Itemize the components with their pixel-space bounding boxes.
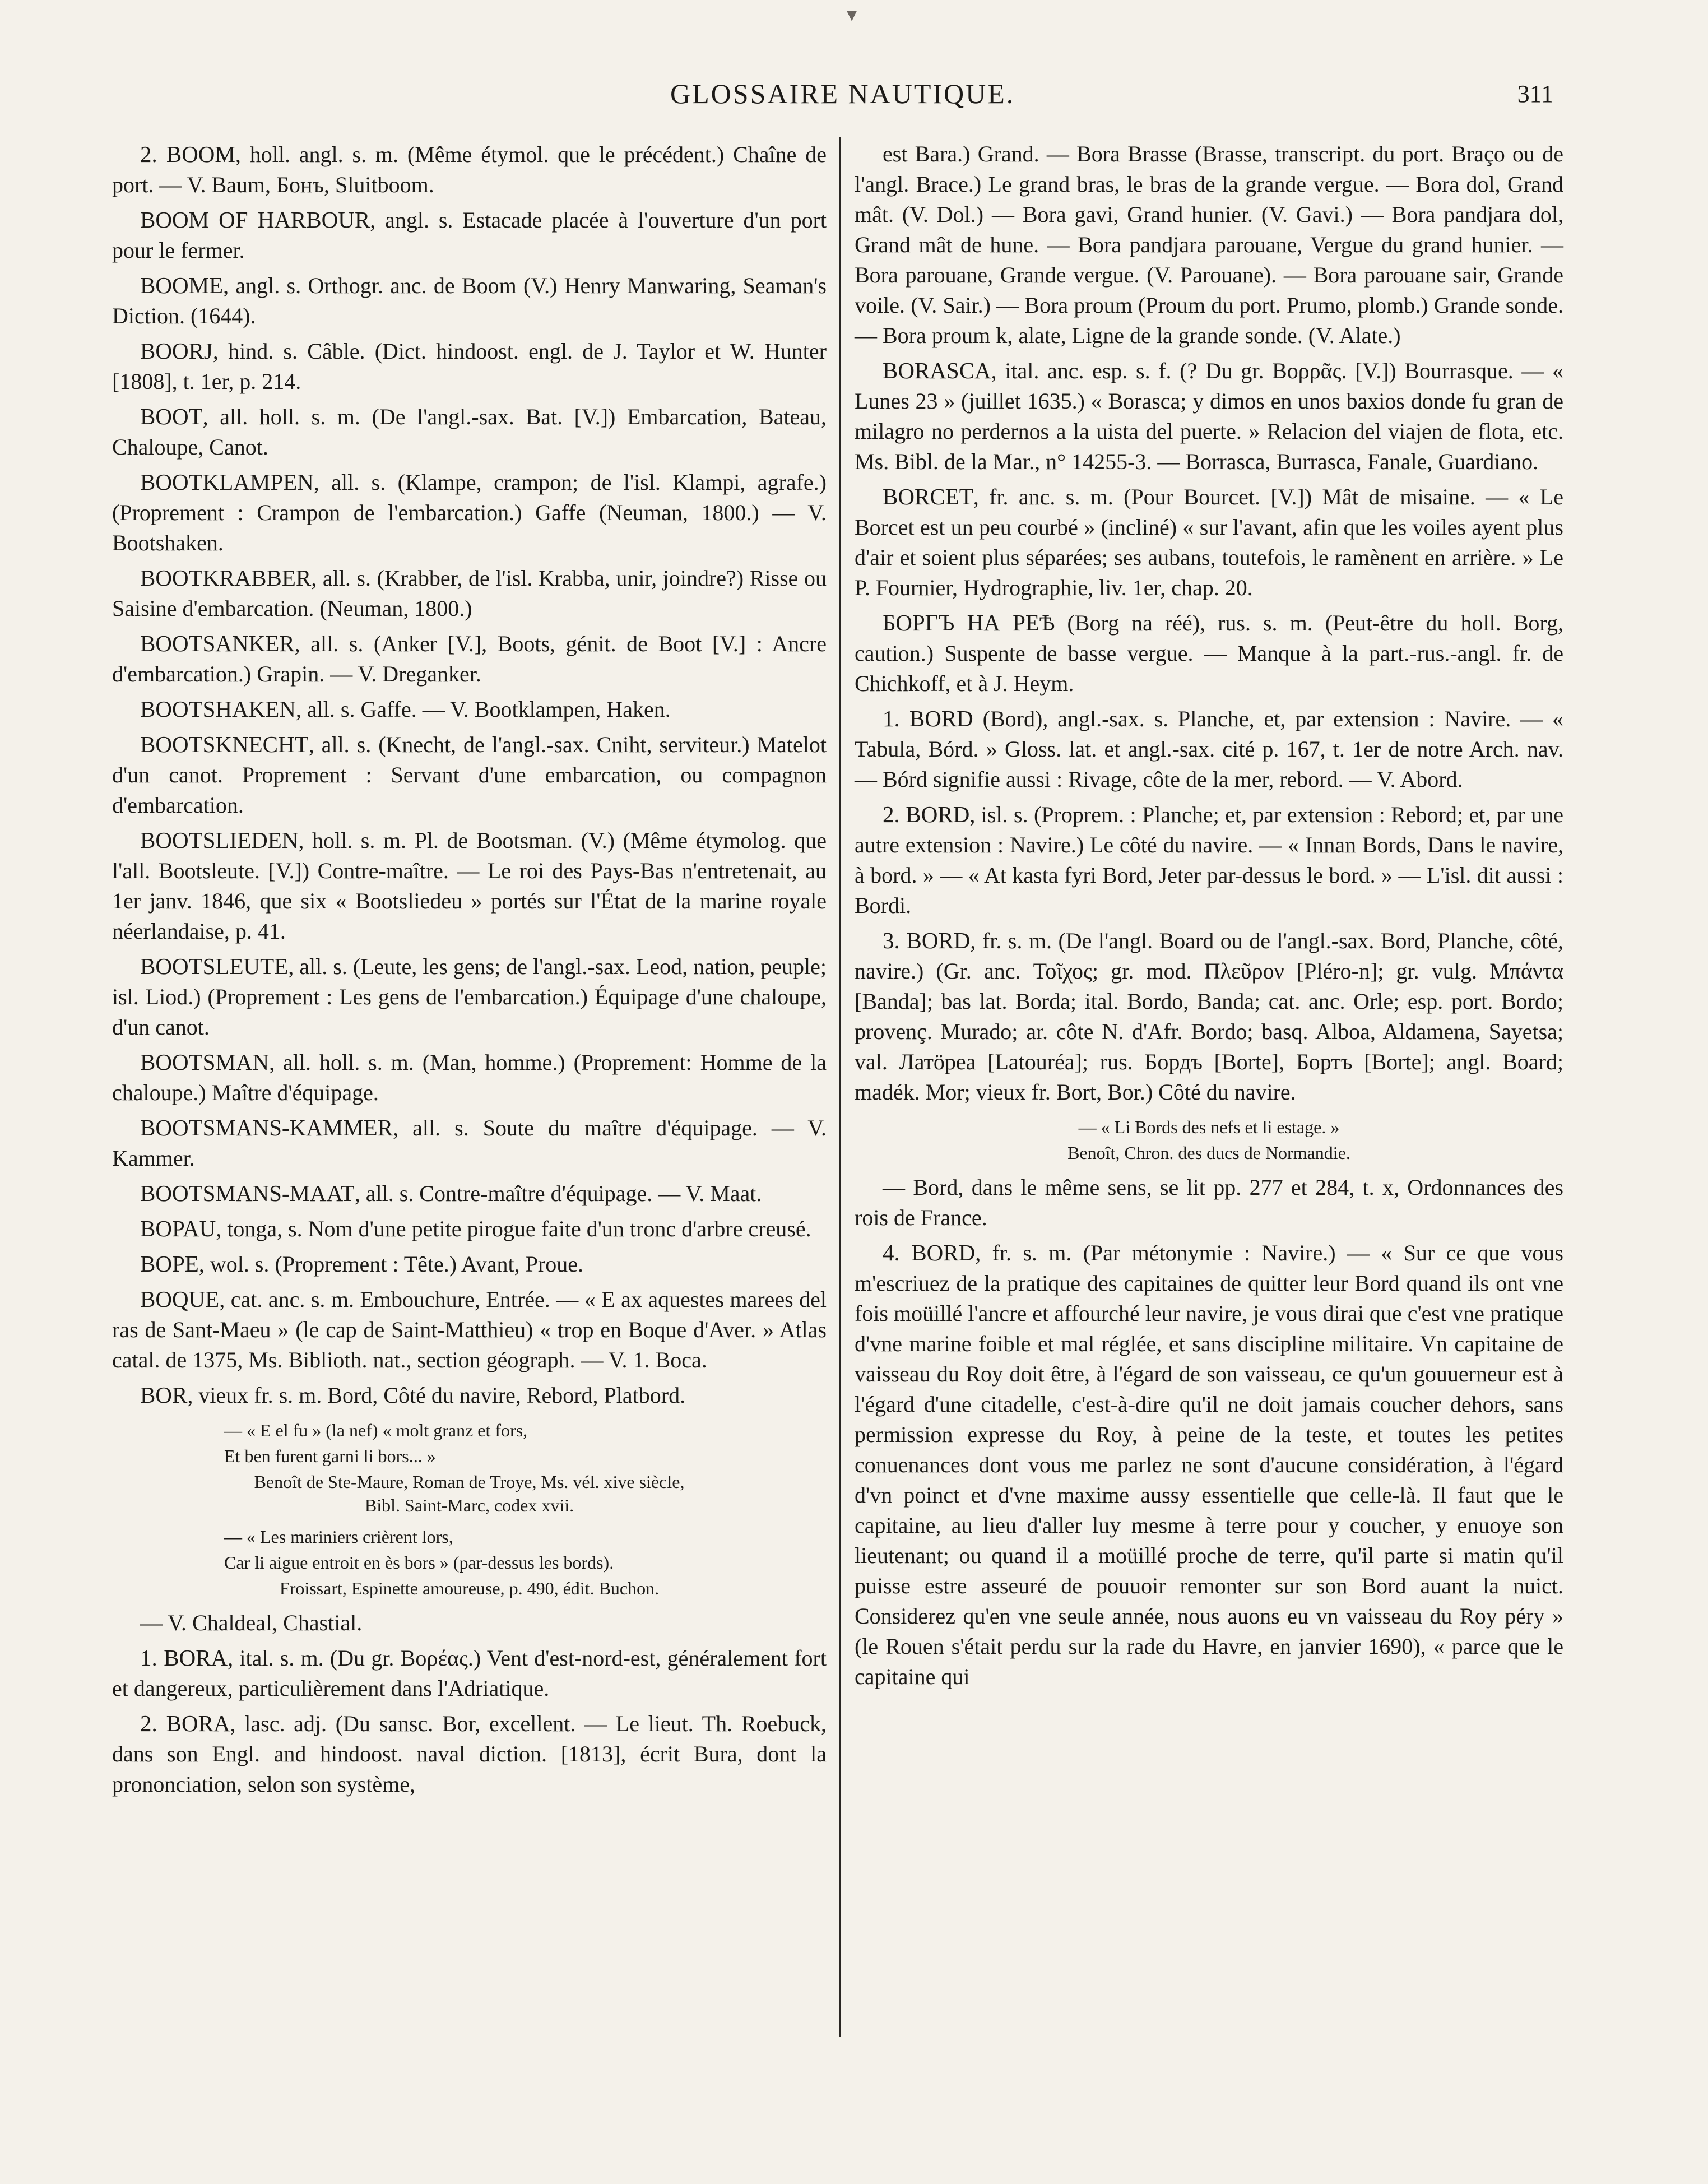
entry-text: , isl. s. (Proprem. : Planche; et, par extension : Rebord; et, par une autre extension : Navire.) Le côté du navire. — « Innan Bords, Dans le navire, à bord. » — « At kasta fyri Bord, Jeter par-dessus le bord. » — L'isl. dit aussi : Bordi.	[855, 802, 1563, 918]
glossary-entry	[112, 825, 827, 947]
entry-headword: BOOM OF HARBOUR	[140, 207, 370, 233]
entry-headword: 1. BORD	[883, 706, 973, 731]
entry-text: , fr. s. m. (De l'angl. Board ou de l'angl.-sax. Bord, Planche, côté, navire.) (Gr. anc. Τοῖχος; gr. mod. Πλεῦρον [Pléro-n]; gr. vulg. Μπάντα [Banda]; bas lat. Borda; ital. Bordo, Banda; cat. anc. Orle; esp. port. Bordo; provenç. Murado; ar. côte N. d'Afr. Bordo; basq. Alboa, Aldamena, Sayetsa; val. Латӧрea [Latouréa]; rus. Бордъ [Borte], Бортъ [Borte]; angl. Board; madék. Mor; vieux fr. Bort, Bor.) Côté du navire.	[855, 928, 1564, 1105]
entry-text: , angl. s. Estacade placée à l'ouverture d'un port pour le fermer.	[112, 207, 827, 263]
entry-text: — Bord, dans le même sens, se lit pp. 277 et 284, t. x, Ordonnances des rois de France.	[855, 1175, 1563, 1230]
entry-headword: 2. BORD	[883, 801, 970, 827]
glossary-entry	[855, 1237, 1563, 1692]
glossary-entry	[112, 729, 827, 820]
entry-text: , cat. anc. s. m. Embouchure, Entrée. — « E ax aquestes marees del ras de Sant-Maeu » (le cap de Saint-Matthieu) « trop en Boque d'Aver. » Atlas catal. de 1375, Ms. Biblioth. nat., section géograph. — V. 1. Boca.	[112, 1287, 827, 1372]
entry-headword: BOR	[140, 1382, 188, 1408]
entry-text: , hind. s. Câble. (Dict. hindoost. engl. de J. Taylor et W. Hunter [1808], t. 1er, p. 214.	[112, 339, 827, 394]
left-column	[112, 139, 827, 1804]
print-mark: ▾	[847, 3, 857, 26]
glossary-entry	[112, 1380, 827, 1411]
entry-headword: BOOTSMANS-KAMMER	[140, 1115, 393, 1140]
glossary-entry	[112, 336, 827, 397]
entry-headword: BOOME	[140, 272, 224, 298]
entry-headword: БОРГЪ НА РЕѢ	[883, 610, 1055, 636]
entry-headword: 2. BORA	[140, 1710, 230, 1736]
quote-source: Benoît, Chron. des ducs de Normandie.	[1068, 1143, 1350, 1163]
glossary-entry	[112, 205, 827, 266]
glossary-entry	[855, 355, 1563, 477]
glossary-entry	[112, 1608, 827, 1638]
entry-headword: BORCET	[883, 484, 973, 509]
page-header	[0, 77, 1708, 117]
entry-text: , tonga, s. Nom d'une petite pirogue faite d'un tronc d'arbre creusé.	[216, 1216, 811, 1241]
entry-text: , all. s. (Anker [V.], Boots, génit. de Boot [V.] : Ancre d'embarcation.) Grapin. — V. Dreganker.	[112, 631, 827, 687]
quote-source: Froissart, Espinette amoureuse, p. 490, édit. Buchon.	[279, 1578, 660, 1598]
entry-headword: BOOTSKNECHT	[140, 731, 309, 757]
entry-text: , all. s. Soute du maître d'équipage. — V. Kammer.	[112, 1115, 827, 1171]
quote-source: Benoît de Ste-Maure, Roman de Troye, Ms. vél. xive siècle,	[254, 1472, 685, 1492]
entry-text: , all. holl. s. m. (Man, homme.) (Proprement: Homme de la chaloupe.) Maître d'équipage.	[112, 1050, 827, 1105]
entry-text: , lasc. adj. (Du sansc. Bor, excellent. — Le lieut. Th. Roebuck, dans son Engl. and hindoost. naval diction. [1813], écrit Bura, dont la prononciation, selon son système,	[112, 1711, 827, 1797]
entry-text: , all. s. (Klampe, crampon; de l'isl. Klampi, agrafe.) (Proprement : Crampon de l'embarcation.) Gaffe (Neuman, 1800.) — V. Bootshaken.	[112, 470, 827, 555]
entry-headword: BOOTKRABBER	[140, 565, 312, 591]
entry-headword: BOPAU	[140, 1216, 216, 1241]
glossary-entry	[112, 1047, 827, 1108]
entry-headword: BOOTSLIEDEN	[140, 827, 299, 853]
glossary-entry	[112, 1284, 827, 1375]
entry-text: , holl. s. m. Pl. de Bootsman. (V.) (Même étymolog. que l'all. Bootsleute. [V.]) Contre-maître. — Le roi des Pays-Bas n'entretenait, au 1er janv. 1846, que six « Bootsliedeu » portés sur l'État de la marine royale néerlandaise, p. 41.	[112, 828, 827, 944]
quote-line: Car li aigue entroit en ès bors » (par-dessus les bords).	[224, 1552, 614, 1573]
entry-headword: BOOT	[140, 404, 203, 429]
entry-text: , ital. s. m. (Du gr. Βορέας.) Vent d'est-nord-est, généralement fort et dangereux, particulièrement dans l'Adriatique.	[112, 1645, 827, 1701]
entry-text: , all. s. Contre-maître d'équipage. — V. Maat.	[354, 1181, 762, 1206]
entry-headword: BOQUE	[140, 1286, 220, 1312]
entry-text: (Borg na réé), rus. s. m. (Peut-être du holl. Borg, caution.) Suspente de basse vergue. — Manque à la part.-rus.-angl. fr. de Chichkoff, et à J. Heym.	[855, 610, 1563, 696]
glossary-entry	[112, 563, 827, 624]
right-column	[855, 139, 1563, 1696]
entry-text: (Bord), angl.-sax. s. Planche, et, par extension : Navire. — « Tabula, Bórd. » Gloss. lat. et angl.-sax. cité p. 167, t. 1er de notre Arch. nav. — Bórd signifie aussi : Rivage, côte de la mer, rebord. — V. Abord.	[855, 706, 1563, 792]
page-number: 311	[1517, 80, 1553, 108]
glossary-entry	[855, 139, 1563, 351]
glossary-entry	[112, 139, 827, 200]
entry-text: , holl. angl. s. m. (Même étymol. que le précédent.) Chaîne de port. — V. Baum, Бонъ, Sluitboom.	[112, 142, 827, 197]
entry-headword: 2. BOOM	[140, 141, 235, 167]
quote-source: Bibl. Saint-Marc, codex xvii.	[364, 1495, 574, 1515]
entry-text: , fr. anc. s. m. (Pour Bourcet. [V.]) Mât de misaine. — « Le Borcet est un peu courbé » (incliné) « sur l'avant, afin que les voiles ayent plus d'air et soient plus séparées; ses aubans, toutefois, le ramènent en arrière. » Le P. Fournier, Hydrographie, liv. 1er, chap. 20.	[855, 484, 1563, 600]
right-entries	[855, 139, 1563, 1107]
quote-line: — « E el fu » (la nef) « molt granz et fors,	[224, 1420, 528, 1440]
entry-headword: 1. BORA	[140, 1645, 228, 1671]
entry-headword: BOOTSLEUTE	[140, 953, 289, 979]
entry-headword: BOOTSANKER	[140, 630, 295, 656]
entry-text: , all. s. (Knecht, de l'angl.-sax. Cniht, serviteur.) Matelot d'un canot. Proprement : Servant d'une embarcation, ou compagnon d'embarcation.	[112, 732, 827, 818]
quote-line: — « Les mariniers crièrent lors,	[224, 1527, 453, 1547]
entry-headword: 3. BORD	[883, 928, 971, 953]
entry-headword: BOPE	[140, 1251, 199, 1277]
glossary-entry	[855, 925, 1563, 1107]
quote-line: — « Li Bords des nefs et li estage. »	[1078, 1117, 1340, 1137]
glossary-entry	[112, 1178, 827, 1209]
entry-text: , all. s. Gaffe. — V. Bootklampen, Haken.	[295, 697, 671, 722]
entry-headword: BOORJ	[140, 338, 213, 364]
glossary-entry	[112, 270, 827, 331]
entry-text: , all. s. (Leute, les gens; de l'angl.-sax. Leod, nation, peuple; isl. Liod.) (Proprement : Les gens de l'embarcation.) Équipage d'une chaloupe, d'un canot.	[112, 954, 827, 1040]
entry-headword: BOOTSHAKEN	[140, 696, 296, 722]
glossary-entry	[855, 703, 1563, 795]
glossary-entry	[112, 1708, 827, 1800]
entry-headword: BOOTSMAN	[140, 1049, 270, 1075]
glossary-entry	[855, 608, 1563, 699]
glossary-entry	[112, 1213, 827, 1244]
entry-headword: 4. BORD	[883, 1240, 976, 1265]
column-divider	[839, 137, 841, 2037]
glossary-entry	[855, 1172, 1563, 1233]
glossary-entry	[112, 628, 827, 689]
entry-text: , wol. s. (Proprement : Tête.) Avant, Proue.	[198, 1251, 583, 1277]
entry-headword: BORASCA	[883, 358, 991, 383]
entry-headword: BOOTSMANS-MAAT	[140, 1180, 355, 1206]
glossary-entry	[112, 1643, 827, 1704]
quote-line: Et ben furent garni li bors... »	[224, 1446, 436, 1466]
glossary-entry	[112, 694, 827, 725]
left-entries	[112, 139, 827, 1411]
page-title: GLOSSAIRE NAUTIQUE.	[670, 78, 1015, 109]
glossary-entry	[112, 1249, 827, 1279]
entry-text: , fr. s. m. (Par métonymie : Navire.) — « Sur ce que vous m'escriuez de la pratique des capitaines de quitter leur Bord quand ils ont vne fois moüillé l'ancre et affourché leur navire, je vous dirai que c'est vne pratique d'vne marine foible et mal réglée, et sans discipline militaire. Vn capitaine de vaisseau du Roy doit être, à l'égard de son vaisseau, ce qu'un gouuerneur est à l'égard d'une citadelle, c'est-à-dire qu'il ne doit jamais coucher dehors, sans permission expresse du Roy, à peine de la teste, et toutes les petites conuenances dont vous me parlez ne sont d'aucune considération, à l'égard d'vn poinct et d'vne maxime aussy essentielle que celle-là. Il faut que le capitaine, au lieu d'aller luy mesme à terre pour y coucher, y enuoye son lieutenant; ou quand il a moüillé proche de terre, qu'il parte si matin qu'il puisse estre asseuré de pouuoir remonter sur son Bord auant la nuict. Considerez qu'en vne seule année, nous auons eu vn vaisseau du Roy péry » (le Rouen s'était perdu sur la rade du Havre, en janvier 1690), « parce que le capitaine qui	[855, 1240, 1563, 1689]
entry-text: , angl. s. Orthogr. anc. de Boom (V.) Henry Manwaring, Seaman's Diction. (1644).	[112, 273, 827, 328]
entry-text: est Bara.) Grand. — Bora Brasse (Brasse, transcript. du port. Braço ou de l'angl. Brace.) Le grand bras, le bras de la grande vergue. — Bora dol, Grand mât. (V. Dol.) — Bora gavi, Grand hunier. (V. Gavi.) — Bora pandjara dol, Grand mât de hune. — Bora pandjara parouane, Vergue du grand hunier. — Bora parouane, Grande vergue. (V. Parouane). — Bora parouane sair, Grande voile. (V. Sair.) — Bora proum (Proum du port. Prumo, plomb.) Grande sonde. — Bora proum k, alate, Ligne de la grande sonde. (V. Alate.)	[855, 141, 1563, 348]
glossary-entry	[112, 467, 827, 558]
glossary-entry	[855, 481, 1563, 603]
entry-text: , all. holl. s. m. (De l'angl.-sax. Bat. [V.]) Embarcation, Bateau, Chaloupe, Canot.	[112, 404, 827, 460]
entry-text: , all. s. (Krabber, de l'isl. Krabba, unir, joindre?) Risse ou Saisine d'embarcation. (Neuman, 1800.)	[112, 565, 827, 621]
glossary-entry	[112, 1112, 827, 1174]
entry-headword: BOOTKLAMPEN	[140, 469, 314, 495]
entry-text: , vieux fr. s. m. Bord, Côté du navire, Rebord, Platbord.	[187, 1383, 686, 1408]
glossary-entry	[112, 401, 827, 462]
right-tail-entries	[855, 1172, 1563, 1692]
glossary-entry	[855, 799, 1563, 921]
left-tail-entries	[112, 1608, 827, 1800]
entry-text: — V. Chaldeal, Chastial.	[140, 1610, 363, 1635]
glossary-entry	[112, 951, 827, 1042]
entry-text: , ital. anc. esp. s. f. (? Du gr. Βορρᾶς. [V.]) Bourrasque. — « Lunes 23 » (juillet 1635.) « Borasca; y dimos en unos baxios donde fu gran de milagro no perdernos a la uista del puerte. » Relacion del viajen de flota, etc. Ms. Bibl. de la Mar., n° 14255-3. — Borrasca, Burrasca, Fanale, Guardiano.	[855, 358, 1563, 474]
